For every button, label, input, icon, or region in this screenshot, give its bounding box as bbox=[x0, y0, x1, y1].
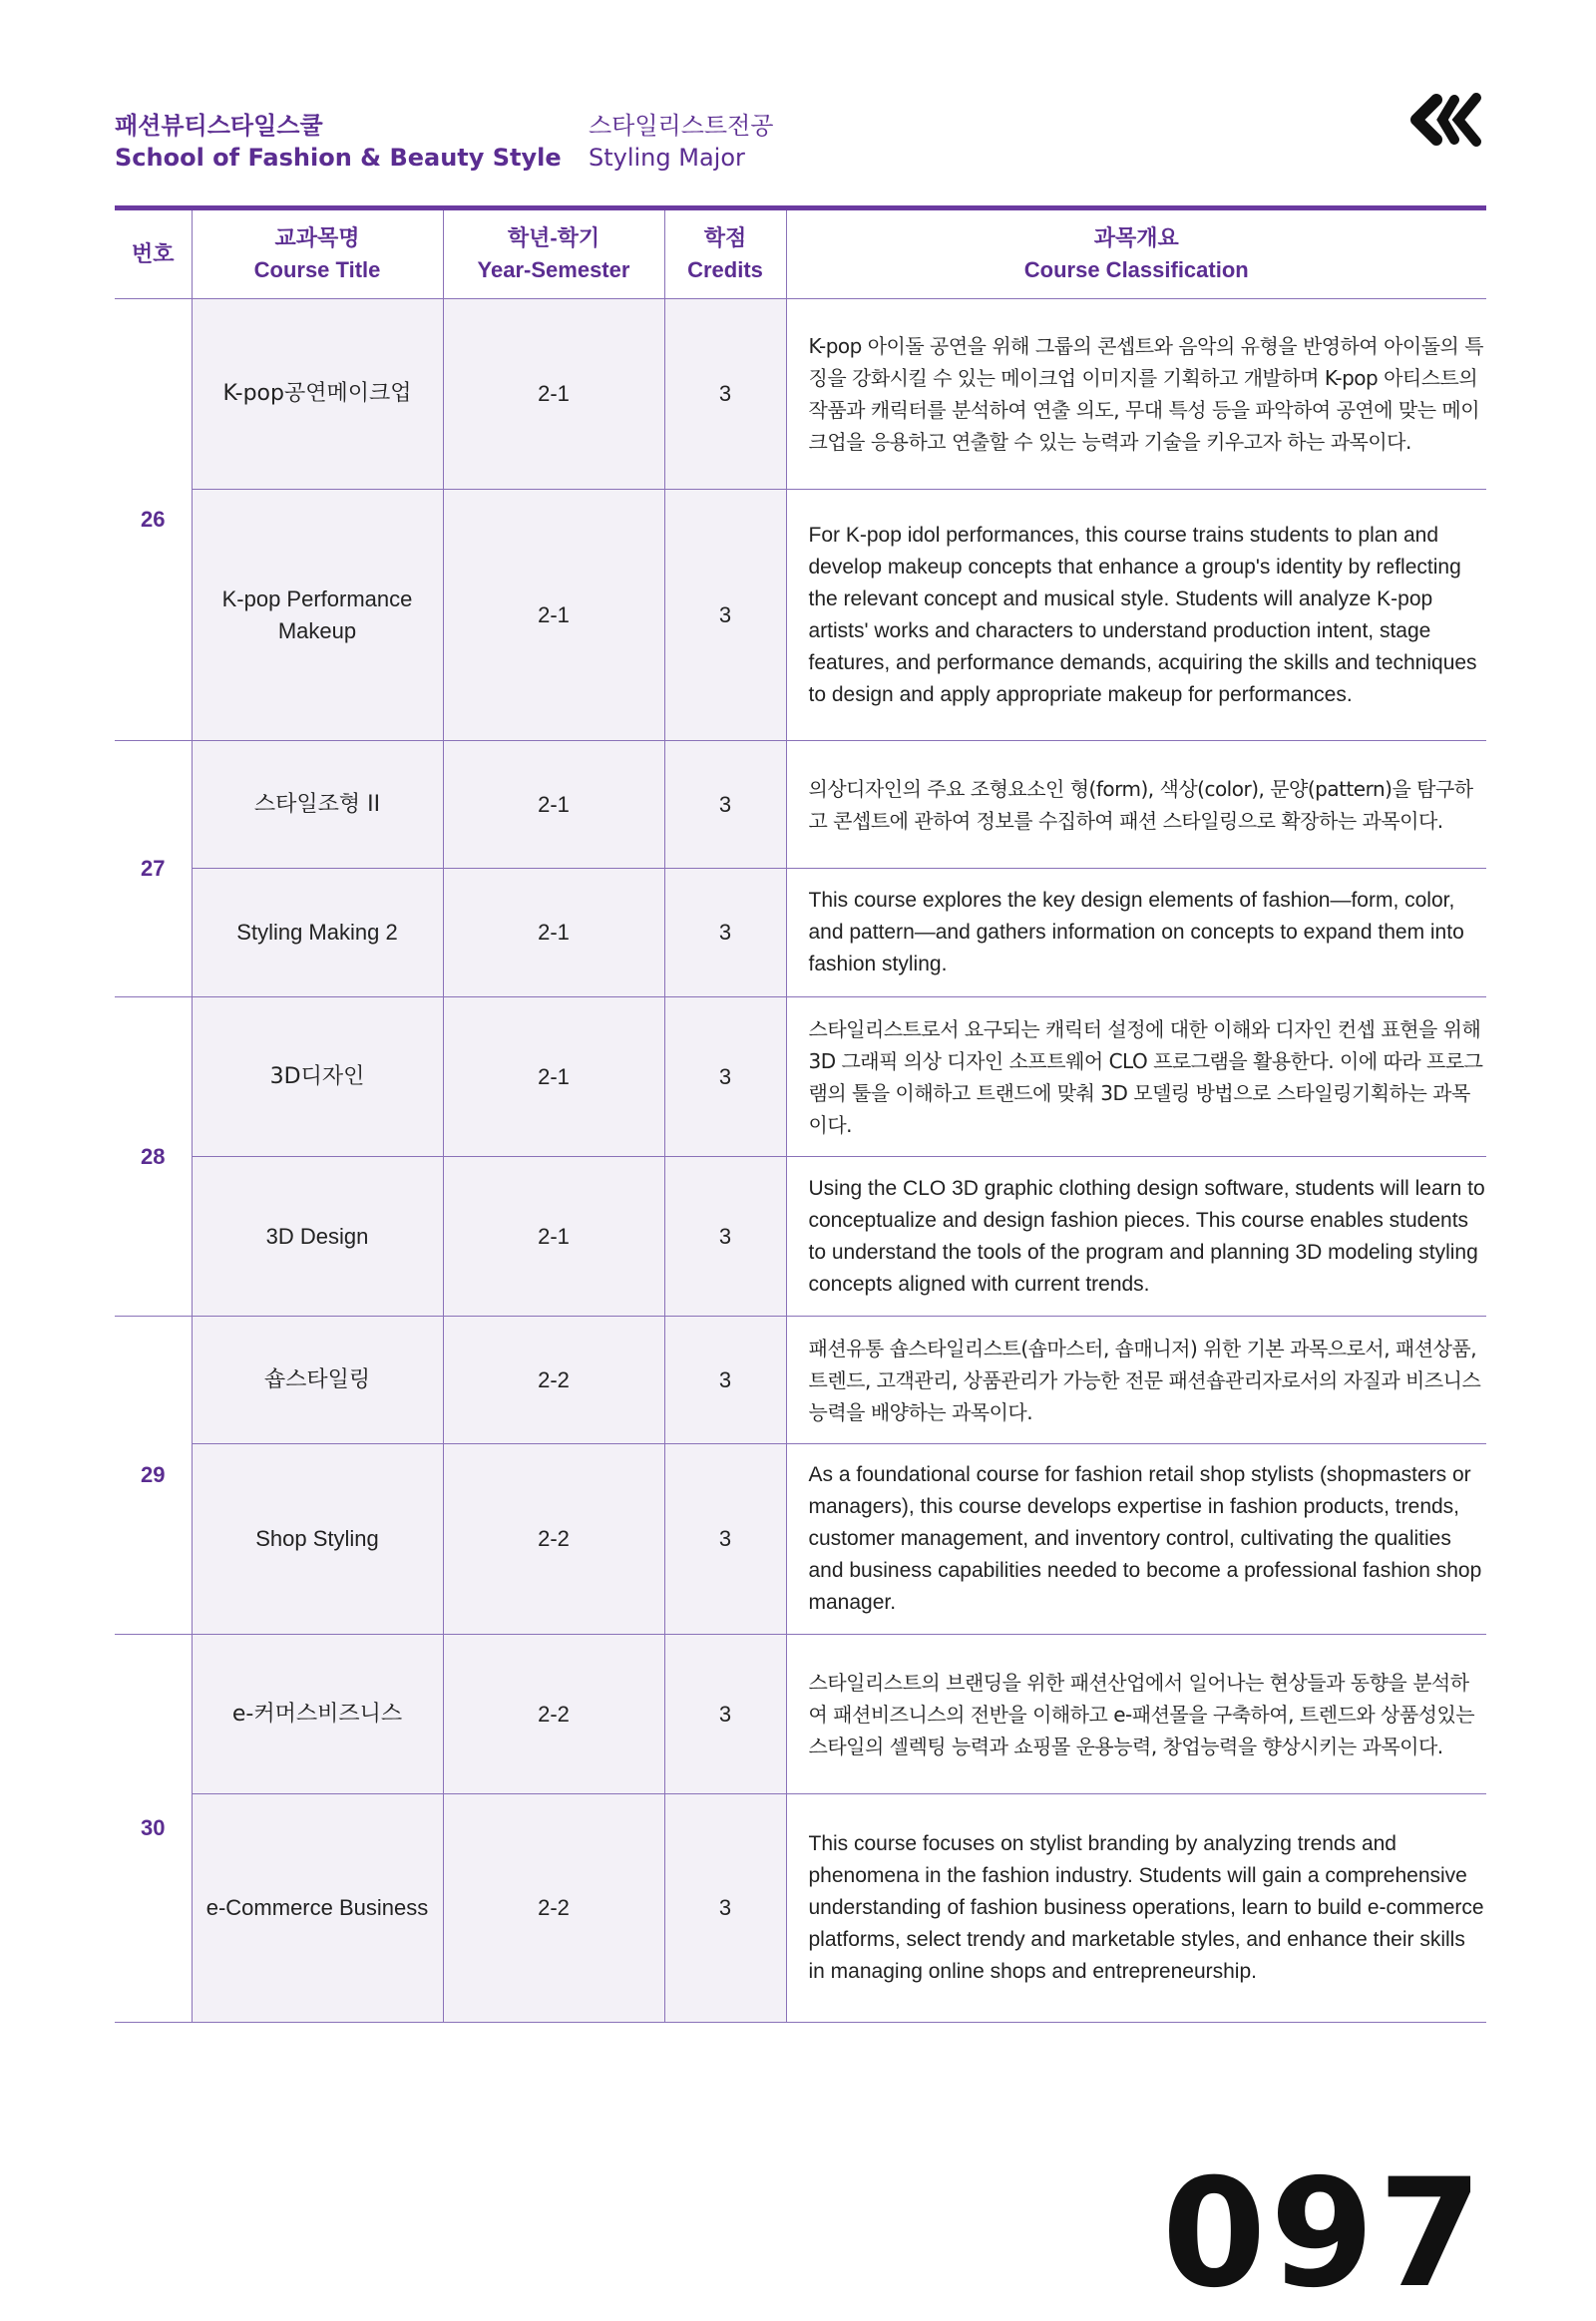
course-description-en: As a foundational course for fashion retail shop stylists (shopmasters or managers), this course develops expertise in fashion products, trends, customer management, and inventory control, cultivating the qualities and business capabilities needed to become a professional fashion shop manager. bbox=[786, 1444, 1486, 1635]
course-title-en: e-Commerce Business bbox=[192, 1794, 443, 2023]
year-semester: 2-1 bbox=[443, 741, 664, 869]
credits: 3 bbox=[664, 1444, 786, 1635]
col-header-course-title: 교과목명 Course Title bbox=[192, 210, 443, 299]
page-number: 097 bbox=[1161, 2147, 1486, 2321]
course-description-kr: 스타일리스트로서 요구되는 캐릭터 설정에 대한 이해와 디자인 컨셉 표현을 위해 3D 그래픽 의상 디자인 소프트웨어 CLO 프로그램을 활용한다. 이에 따라 프로그램의 툴을 이해하고 트랜드에 맞춰 3D 모델링 방법으로 스타일링기획하는 과목이다. bbox=[786, 997, 1486, 1157]
credits: 3 bbox=[664, 1635, 786, 1794]
course-title-kr: 스타일조형 II bbox=[192, 741, 443, 869]
year-semester: 2-1 bbox=[443, 869, 664, 997]
course-title-en: K-pop Performance Makeup bbox=[192, 490, 443, 741]
course-title-kr: e-커머스비즈니스 bbox=[192, 1635, 443, 1794]
course-title-kr: 3D디자인 bbox=[192, 997, 443, 1157]
table-row bbox=[115, 869, 1486, 997]
col-header-number: 번호 bbox=[115, 210, 192, 299]
year-semester: 2-1 bbox=[443, 1157, 664, 1317]
course-title-kr: K-pop공연메이크업 bbox=[192, 299, 443, 490]
year-semester: 2-1 bbox=[443, 490, 664, 741]
credits: 3 bbox=[664, 1317, 786, 1444]
course-number: 27 bbox=[115, 741, 192, 997]
credits: 3 bbox=[664, 1157, 786, 1317]
credits: 3 bbox=[664, 490, 786, 741]
course-description-en: Using the CLO 3D graphic clothing design software, students will learn to conceptualize and design fashion pieces. This course enables students to understand the tools of the program and planning 3D modeling styling concepts aligned with current trends. bbox=[786, 1157, 1486, 1317]
course-description-kr: 의상디자인의 주요 조형요소인 형(form), 색상(color), 문양(pattern)을 탐구하고 콘셉트에 관하여 정보를 수집하여 패션 스타일링으로 확장하는 과목이다. bbox=[786, 741, 1486, 869]
table-row bbox=[115, 997, 1486, 1157]
year-semester: 2-2 bbox=[443, 1794, 664, 2023]
course-number: 30 bbox=[115, 1635, 192, 2023]
ck-logo-icon bbox=[1406, 90, 1486, 150]
course-title-en: Styling Making 2 bbox=[192, 869, 443, 997]
major-name-en: Styling Major bbox=[589, 144, 745, 172]
year-semester: 2-2 bbox=[443, 1444, 664, 1635]
course-description-kr: 패션유통 숍스타일리스트(숍마스터, 숍매니저) 위한 기본 과목으로서, 패션상품, 트렌드, 고객관리, 상품관리가 가능한 전문 패션숍관리자로서의 자질과 비즈니스 능력을 배양하는 과목이다. bbox=[786, 1317, 1486, 1444]
credits: 3 bbox=[664, 997, 786, 1157]
school-name bbox=[115, 110, 562, 174]
table-row bbox=[115, 1635, 1486, 1794]
course-description-en: This course focuses on stylist branding by analyzing trends and phenomena in the fashion industry. Students will gain a comprehensive understanding of fashion business operations, learn to build e-commerce platforms, select trendy and marketable styles, and enhance their skills in managing online shops and entrepreneurship. bbox=[786, 1794, 1486, 2023]
table-row bbox=[115, 1794, 1486, 2023]
course-table bbox=[115, 210, 1486, 2023]
course-description-en: This course explores the key design elements of fashion—form, color, and pattern—and gathers information on concepts to expand them into fashion styling. bbox=[786, 869, 1486, 997]
table-header-row bbox=[115, 210, 1486, 299]
year-semester: 2-1 bbox=[443, 299, 664, 490]
col-header-description: 과목개요 Course Classification bbox=[786, 210, 1486, 299]
school-name-kr: 패션뷰티스타일스쿨 bbox=[115, 112, 323, 140]
course-number: 28 bbox=[115, 997, 192, 1317]
course-number: 26 bbox=[115, 299, 192, 741]
table-row bbox=[115, 299, 1486, 490]
course-description-en: For K-pop idol performances, this course trains students to plan and develop makeup concepts that enhance a group's identity by reflecting the relevant concept and musical style. Students will analyze K-pop artists' works and characters to understand production intent, stage features, and performance demands, acquiring the skills and techniques to design and apply appropriate makeup for performances. bbox=[786, 490, 1486, 741]
table-row bbox=[115, 1157, 1486, 1317]
school-name-en: School of Fashion & Beauty Style bbox=[115, 144, 562, 172]
course-number: 29 bbox=[115, 1317, 192, 1635]
credits: 3 bbox=[664, 1794, 786, 2023]
credits: 3 bbox=[664, 299, 786, 490]
page-header bbox=[115, 110, 1486, 180]
credits: 3 bbox=[664, 869, 786, 997]
year-semester: 2-2 bbox=[443, 1635, 664, 1794]
table-row bbox=[115, 1317, 1486, 1444]
year-semester: 2-2 bbox=[443, 1317, 664, 1444]
course-title-en: 3D Design bbox=[192, 1157, 443, 1317]
course-title-kr: 숍스타일링 bbox=[192, 1317, 443, 1444]
col-header-credits: 학점 Credits bbox=[664, 210, 786, 299]
course-description-kr: 스타일리스트의 브랜딩을 위한 패션산업에서 일어나는 현상들과 동향을 분석하여 패션비즈니스의 전반을 이해하고 e-패션몰을 구축하여, 트렌드와 상품성있는 스타일의 셀렉팅 능력과 쇼핑몰 운용능력, 창업능력을 향상시키는 과목이다. bbox=[786, 1635, 1486, 1794]
major-name bbox=[589, 110, 773, 174]
course-title-en: Shop Styling bbox=[192, 1444, 443, 1635]
table-row bbox=[115, 490, 1486, 741]
major-name-kr: 스타일리스트전공 bbox=[589, 112, 774, 140]
year-semester: 2-1 bbox=[443, 997, 664, 1157]
col-header-year-semester: 학년-학기 Year-Semester bbox=[443, 210, 664, 299]
table-row bbox=[115, 1444, 1486, 1635]
credits: 3 bbox=[664, 741, 786, 869]
table-row bbox=[115, 741, 1486, 869]
course-description-kr: K-pop 아이돌 공연을 위해 그룹의 콘셉트와 음악의 유형을 반영하여 아이돌의 특징을 강화시킬 수 있는 메이크업 이미지를 기획하고 개발하며 K-pop 아티스트의 작품과 캐릭터를 분석하여 연출 의도, 무대 특성 등을 파악하여 공연에 맞는 메이크업을 응용하고 연출할 수 있는 능력과 기술을 키우고자 하는 과목이다. bbox=[786, 299, 1486, 490]
